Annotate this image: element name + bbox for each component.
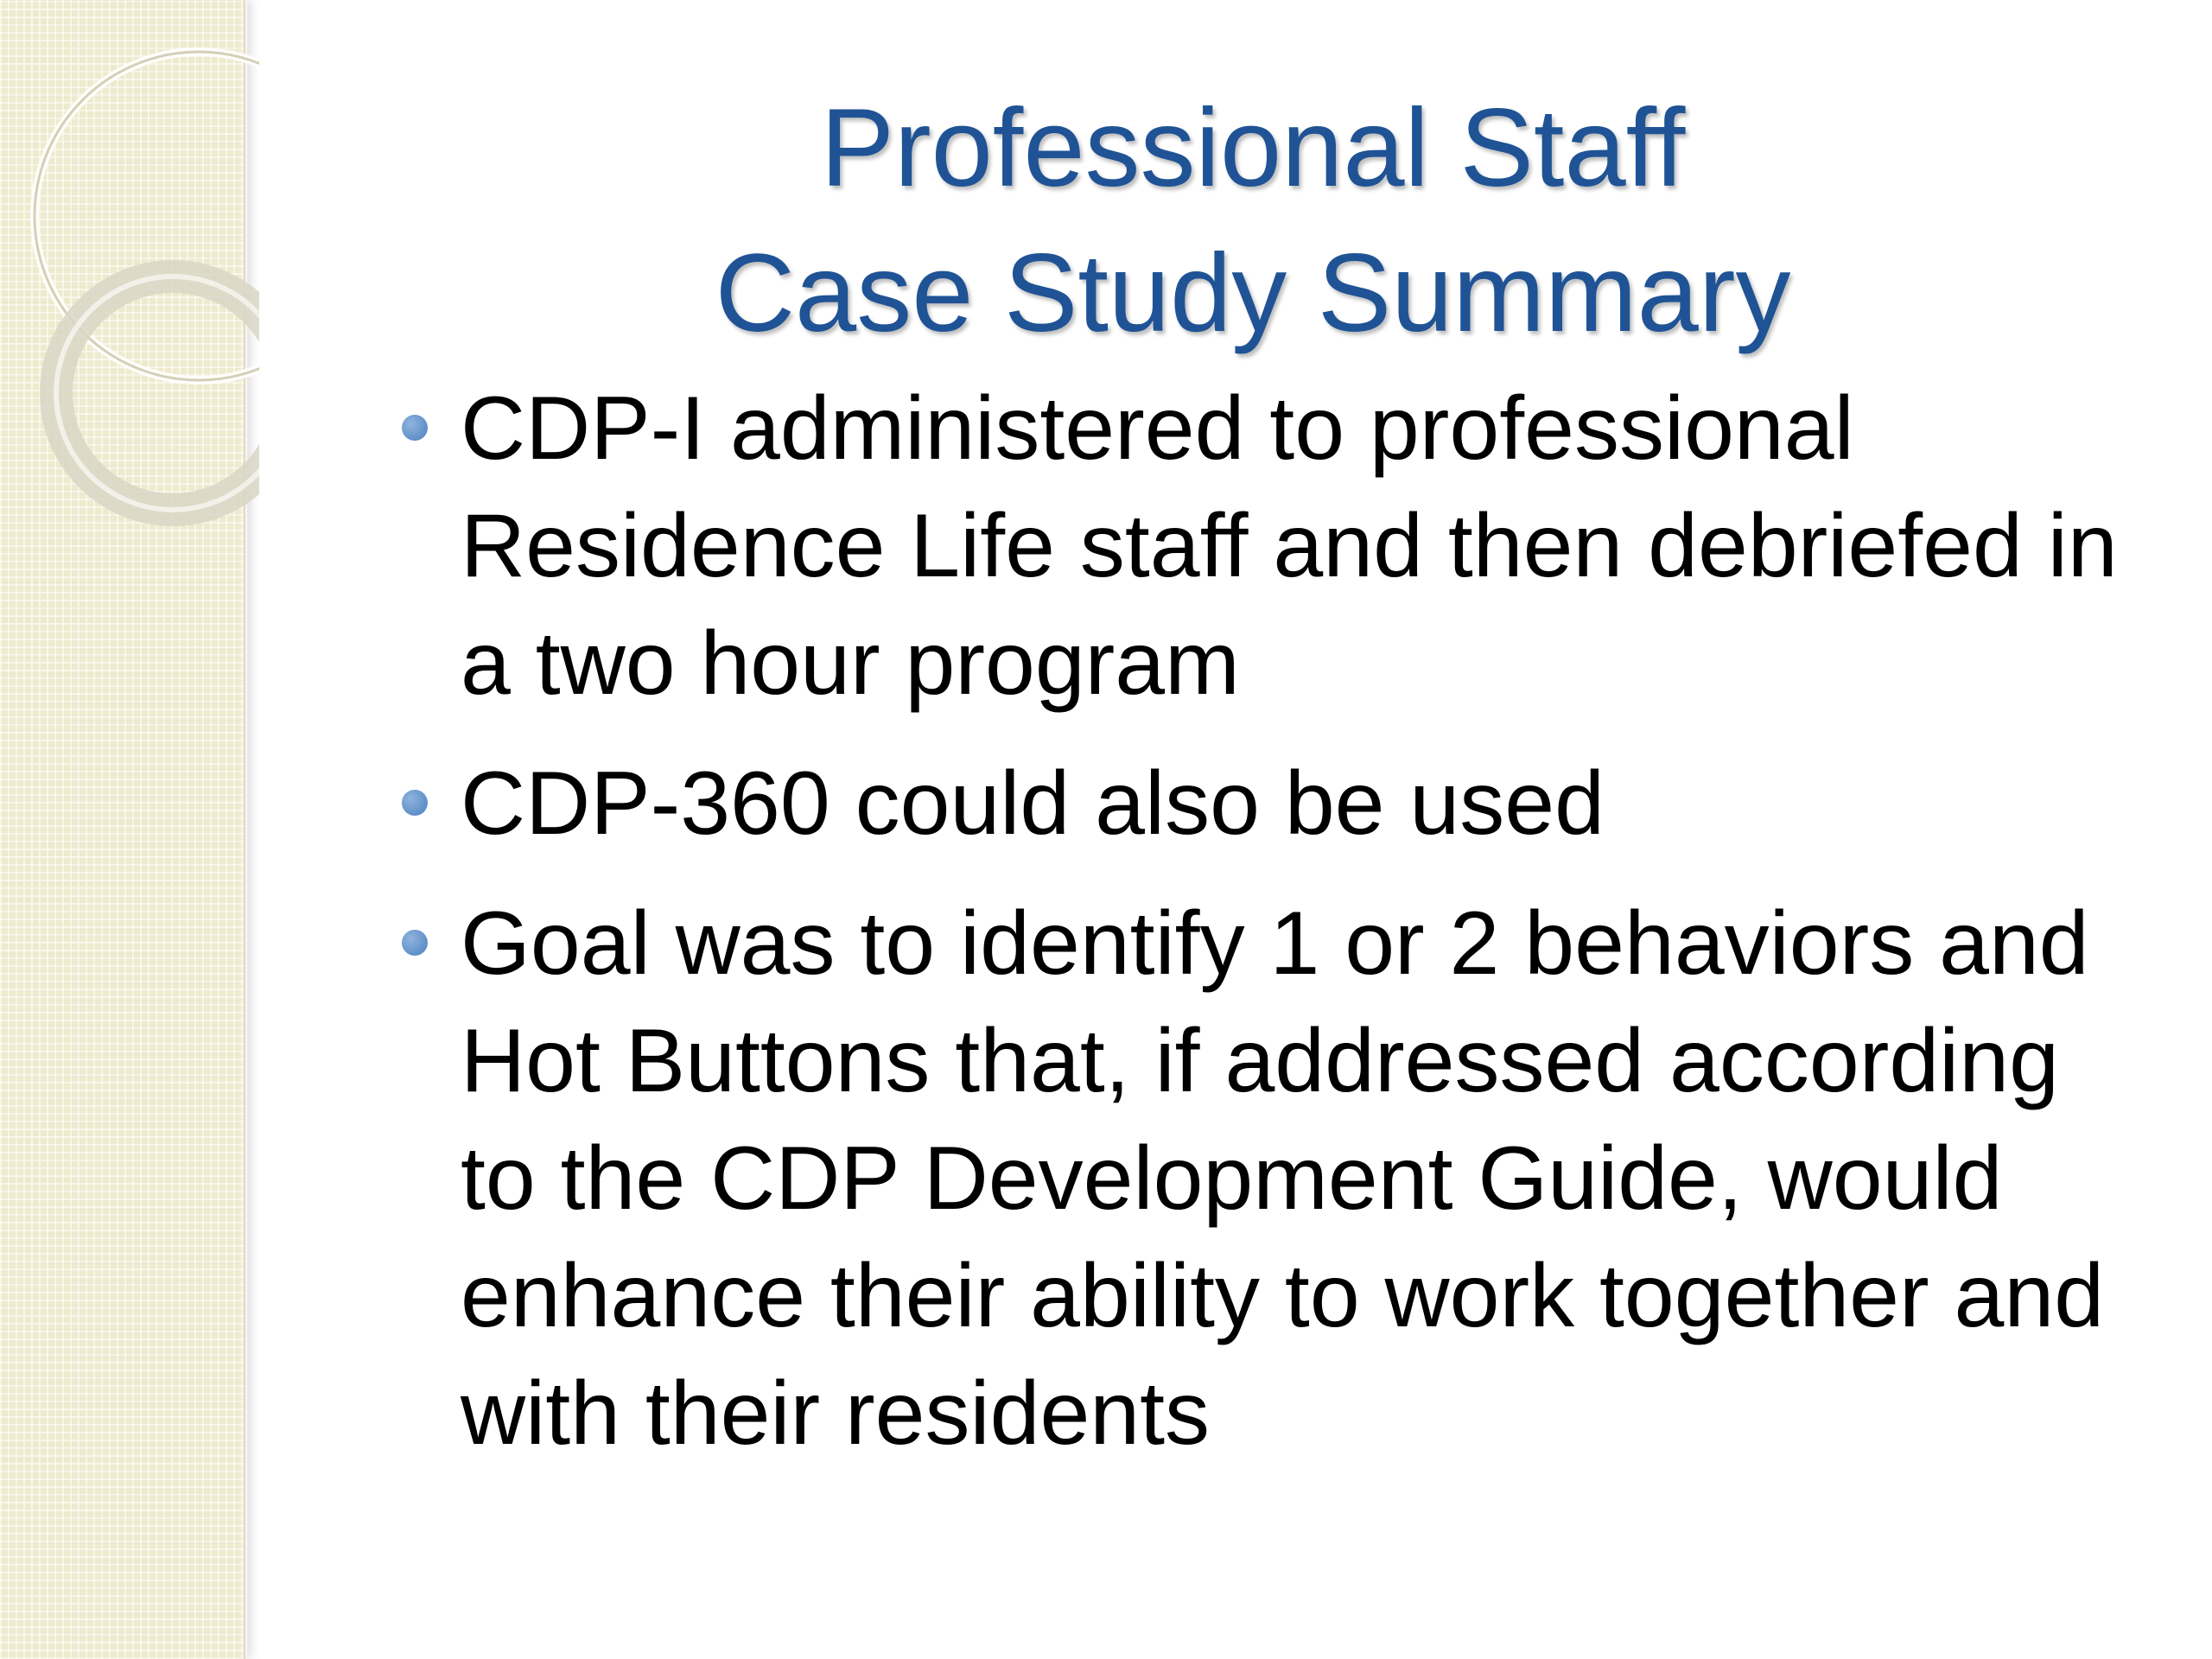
bullet-dot-icon [402,930,428,956]
decorative-rings-icon [0,0,259,553]
slide-title-line-1: Professional Staff [820,86,1686,210]
bullet-item [393,745,2156,862]
bullet-dot-icon [402,415,428,441]
bullet-dot-icon [402,790,428,816]
bullet-text: CDP-360 could also be used [461,753,1605,854]
slide-title [484,76,2022,366]
slide-title-line-2: Case Study Summary [715,232,1791,355]
bullet-list [393,370,2156,1495]
bullet-item [393,885,2156,1472]
bullet-item [393,370,2156,722]
bullet-text: Goal was to identify 1 or 2 behaviors and Hot Buttons that, if addressed according to the CDP Development Guide, would enhance their ability to work together and with their residents [461,893,2105,1464]
bullet-text: CDP-I administered to professional Residence Life staff and then debriefed in a two hour program [461,378,2118,714]
